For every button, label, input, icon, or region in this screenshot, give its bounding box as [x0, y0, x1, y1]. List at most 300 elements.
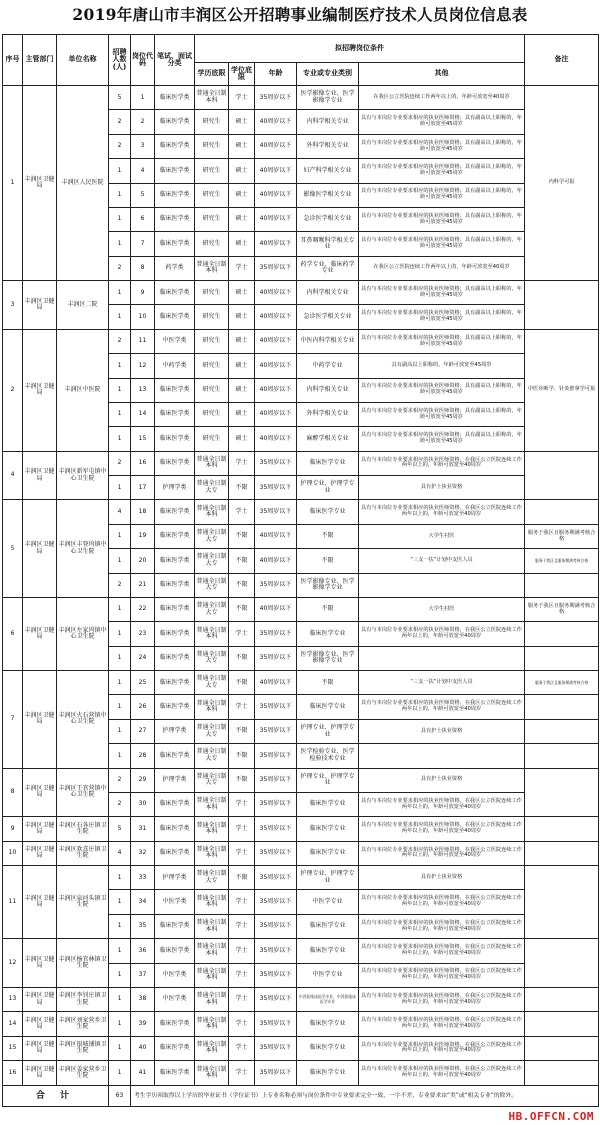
code-cell: 18: [131, 500, 155, 524]
count-cell: 1: [109, 476, 131, 500]
code-cell: 14: [131, 402, 155, 426]
degree-cell: 学士: [229, 1012, 255, 1036]
age-cell: 40周岁以下: [255, 305, 297, 329]
count-cell: 2: [109, 573, 131, 597]
exam-cell: 临床医学类: [155, 549, 195, 573]
code-cell: 1: [131, 86, 155, 110]
other-cell: 具有与本岗位专业要求相应的执业医师资格；具有副高以上职称的，年龄可放宽至45周岁: [359, 134, 525, 158]
other-cell: 具有副高以上职称的，年龄可放宽至45周岁: [359, 354, 525, 378]
exam-cell: 临床医学类: [155, 183, 195, 207]
major-cell: 药学专业、临床药学专业: [297, 256, 359, 280]
edu-cell: 普通全日制本科: [195, 500, 229, 524]
degree-cell: 不限: [229, 549, 255, 573]
edu-cell: 普通全日制大专: [195, 744, 229, 768]
other-cell: 具有与本岗位专业要求相应的执业医师资格；具有副高以上职称的，年龄可放宽至45周岁: [359, 183, 525, 207]
edu-cell: 普通全日制本科: [195, 451, 229, 475]
seq-cell: 8: [3, 768, 23, 817]
remark-cell: 中医诊断学、针灸推拿学可报: [525, 329, 599, 451]
degree-cell: 学士: [229, 914, 255, 938]
remark-cell: [525, 744, 599, 768]
dept-cell: 丰润区卫健局: [23, 500, 57, 598]
table-row: [3, 1036, 599, 1060]
other-cell: 在我区公立医院连续工作两年以上的，年龄可放宽至40周岁: [359, 256, 525, 280]
code-cell: 40: [131, 1036, 155, 1060]
code-cell: 37: [131, 963, 155, 987]
age-cell: 35周岁以下: [255, 500, 297, 524]
unit-cell: 丰润区石各庄镇卫生院: [57, 817, 109, 841]
degree-cell: 学士: [229, 695, 255, 719]
major-cell: 中医学专业: [297, 963, 359, 987]
seq-cell: 6: [3, 597, 23, 670]
edu-cell: 普通全日制本科: [195, 890, 229, 914]
edu-cell: 普通全日制大专: [195, 866, 229, 890]
major-cell: 临床医学专业: [297, 500, 359, 524]
other-cell: 具有与本岗位专业要求相应的执业医师资格，在我区公立医院连续工作两年以上的，年龄可放宽至40周岁: [359, 939, 525, 963]
count-cell: 1: [109, 671, 131, 695]
remark-cell: [525, 622, 599, 646]
other-cell: 具有与本岗位专业要求相应的执业医师资格；具有副高以上职称的，年龄可放宽至45周岁: [359, 378, 525, 402]
age-cell: 35周岁以下: [255, 451, 297, 475]
dept-cell: 丰润区卫健局: [23, 817, 57, 841]
other-cell: [359, 744, 525, 768]
degree-cell: 学士: [229, 451, 255, 475]
count-cell: 2: [109, 134, 131, 158]
degree-cell: 硕士: [229, 378, 255, 402]
age-cell: 35周岁以下: [255, 719, 297, 743]
degree-cell: 学士: [229, 817, 255, 841]
major-cell: 临床医学专业: [297, 451, 359, 475]
major-cell: 医学检验专业、医学检验技术专业: [297, 744, 359, 768]
major-cell: 护理专业、护理学专业: [297, 476, 359, 500]
table-row: [3, 817, 599, 841]
code-cell: 27: [131, 719, 155, 743]
unit-cell: 丰润区左家坞镇中心卫生院: [57, 597, 109, 670]
seq-cell: 2: [3, 329, 23, 451]
age-cell: 40周岁以下: [255, 232, 297, 256]
seq-cell: 1: [3, 86, 23, 281]
header-unit: 单位名称: [57, 35, 109, 86]
positions-table: [2, 34, 599, 1107]
other-cell: 具有与本岗位专业要求相应的执业医师资格；具有副高以上职称的，年龄可放宽至45周岁: [359, 281, 525, 305]
degree-cell: 学士: [229, 256, 255, 280]
exam-cell: 护理学类: [155, 768, 195, 792]
code-cell: 38: [131, 987, 155, 1011]
edu-cell: 普通全日制大专: [195, 524, 229, 548]
major-cell: 医学影像专业、医学影像学专业: [297, 573, 359, 597]
other-cell: 具有护士执业资格: [359, 719, 525, 743]
dept-cell: 丰润区卫健局: [23, 841, 57, 865]
edu-cell: 普通全日制大专: [195, 768, 229, 792]
count-cell: 1: [109, 866, 131, 890]
exam-cell: 临床医学类: [155, 427, 195, 451]
unit-cell: 丰润区丰登坞镇中心卫生院: [57, 500, 109, 598]
seq-cell: 5: [3, 500, 23, 598]
footer-note: 考生学历须取得以上学历的毕业证书（学位证书）上专业名称必须与岗位条件中专业要求完全一致，一字不差，专业要求由“类”或“相关专业”的除外。: [131, 1086, 599, 1107]
other-cell: 具有与本岗位专业要求相应的执业医师资格；具有副高以上职称的，年龄可放宽至45周岁: [359, 329, 525, 353]
major-cell: 临床医学专业: [297, 622, 359, 646]
code-cell: 15: [131, 427, 155, 451]
major-cell: 不限: [297, 524, 359, 548]
table-row: [3, 281, 599, 305]
exam-cell: 中医学类: [155, 890, 195, 914]
unit-cell: 丰润区二院: [57, 281, 109, 330]
table-row: [3, 329, 599, 353]
other-cell: 大学生村医: [359, 524, 525, 548]
other-cell: 在我区公立医院连续工作两年以上的，年龄可放宽至40周岁: [359, 86, 525, 110]
edu-cell: 普通全日制本科: [195, 841, 229, 865]
degree-cell: 不限: [229, 573, 255, 597]
code-cell: 6: [131, 207, 155, 231]
edu-cell: 研究生: [195, 354, 229, 378]
age-cell: 35周岁以下: [255, 1036, 297, 1060]
code-cell: 35: [131, 914, 155, 938]
count-cell: 1: [109, 695, 131, 719]
other-cell: 具有与本岗位专业要求相应的执业医师资格；具有副高以上职称的，年龄可放宽至45周岁: [359, 402, 525, 426]
major-cell: 临床医学专业: [297, 841, 359, 865]
major-cell: 医学影像专业、医学影像学专业: [297, 86, 359, 110]
major-cell: 临床医学专业: [297, 1036, 359, 1060]
unit-cell: 丰润区泉河头镇卫生院: [57, 866, 109, 939]
remark-cell: 服务于我区且服务期满考核合格: [525, 597, 599, 621]
count-cell: 4: [109, 500, 131, 524]
age-cell: 35周岁以下: [255, 744, 297, 768]
degree-cell: 学士: [229, 1036, 255, 1060]
exam-cell: 临床医学类: [155, 86, 195, 110]
other-cell: 大学生村医: [359, 597, 525, 621]
other-cell: 具有与本岗位专业要求相应的执业医师资格，在我区公立医院连续工作两年以上的，年龄可放宽至40周岁: [359, 1012, 525, 1036]
other-cell: 具有与本岗位专业要求相应的执业医师资格，在我区公立医院连续工作两年以上的，年龄可放宽至40周岁: [359, 695, 525, 719]
age-cell: 40周岁以下: [255, 524, 297, 548]
edu-cell: 普通全日制本科: [195, 914, 229, 938]
other-cell: “三支一扶”计划中支医人员: [359, 549, 525, 573]
edu-cell: 普通全日制本科: [195, 1012, 229, 1036]
other-cell: 具有与本岗位专业要求相应的执业医师资格，在我区公立医院连续工作两年以上的，年龄可放宽至40周岁: [359, 841, 525, 865]
major-cell: 耳鼻咽喉科学相关专业: [297, 232, 359, 256]
code-cell: 3: [131, 134, 155, 158]
age-cell: 35周岁以下: [255, 476, 297, 500]
unit-cell: 丰润区刘家营乡卫生院: [57, 1012, 109, 1036]
remark-cell: [525, 1012, 599, 1036]
seq-cell: 12: [3, 939, 23, 988]
exam-cell: 临床医学类: [155, 110, 195, 134]
age-cell: 40周岁以下: [255, 329, 297, 353]
degree-cell: 学士: [229, 963, 255, 987]
edu-cell: 研究生: [195, 305, 229, 329]
major-cell: 护理专业、护理学专业: [297, 866, 359, 890]
degree-cell: 不限: [229, 768, 255, 792]
count-cell: 1: [109, 744, 131, 768]
age-cell: 40周岁以下: [255, 354, 297, 378]
exam-cell: 临床医学类: [155, 378, 195, 402]
major-cell: 麻醉学相关专业: [297, 427, 359, 451]
exam-cell: 临床医学类: [155, 1061, 195, 1086]
seq-cell: 16: [3, 1061, 23, 1086]
degree-cell: 不限: [229, 866, 255, 890]
edu-cell: 研究生: [195, 232, 229, 256]
major-cell: 临床医学专业: [297, 817, 359, 841]
edu-cell: 普通全日制大专: [195, 597, 229, 621]
dept-cell: 丰润区卫健局: [23, 1061, 57, 1086]
header-major: 专业或专业类别: [297, 63, 359, 86]
degree-cell: 硕士: [229, 110, 255, 134]
remark-cell: [525, 987, 599, 1011]
remark-cell: [525, 841, 599, 865]
remark-cell: 服务于我区且服务期满考核合格: [525, 524, 599, 548]
age-cell: 40周岁以下: [255, 207, 297, 231]
edu-cell: 普通全日制本科: [195, 792, 229, 816]
degree-cell: 不限: [229, 597, 255, 621]
seq-cell: 11: [3, 866, 23, 939]
table-row: [3, 866, 599, 890]
count-cell: 1: [109, 354, 131, 378]
age-cell: 35周岁以下: [255, 841, 297, 865]
age-cell: 40周岁以下: [255, 159, 297, 183]
unit-cell: 丰润区姜家营乡卫生院: [57, 1061, 109, 1086]
exam-cell: 临床医学类: [155, 597, 195, 621]
exam-cell: 临床医学类: [155, 744, 195, 768]
degree-cell: 不限: [229, 646, 255, 670]
count-cell: 5: [109, 817, 131, 841]
unit-cell: 丰润区中医院: [57, 329, 109, 451]
count-cell: 1: [109, 939, 131, 963]
exam-cell: 临床医学类: [155, 914, 195, 938]
major-cell: 临床医学专业: [297, 695, 359, 719]
remark-cell: [525, 1061, 599, 1086]
remark-cell: 内科学可报: [525, 86, 599, 281]
edu-cell: 普通全日制本科: [195, 622, 229, 646]
dept-cell: 丰润区卫健局: [23, 451, 57, 500]
edu-cell: 研究生: [195, 207, 229, 231]
edu-cell: 普通全日制本科: [195, 987, 229, 1011]
unit-cell: 丰润区李钊庄镇卫生院: [57, 987, 109, 1011]
remark-cell: [525, 817, 599, 841]
major-cell: 临床医学专业: [297, 1061, 359, 1086]
count-cell: 1: [109, 622, 131, 646]
major-cell: 临床医学专业: [297, 939, 359, 963]
code-cell: 33: [131, 866, 155, 890]
exam-cell: 临床医学类: [155, 207, 195, 231]
major-cell: 护理专业、护理学专业: [297, 768, 359, 792]
dept-cell: 丰润区卫健局: [23, 987, 57, 1011]
age-cell: 35周岁以下: [255, 622, 297, 646]
exam-cell: 临床医学类: [155, 500, 195, 524]
edu-cell: 普通全日制本科: [195, 695, 229, 719]
age-cell: 35周岁以下: [255, 1012, 297, 1036]
age-cell: 35周岁以下: [255, 817, 297, 841]
other-cell: 具有与本岗位专业要求相应的执业医师资格，在我区公立医院连续工作两年以上的，年龄可放宽至40周岁: [359, 914, 525, 938]
code-cell: 19: [131, 524, 155, 548]
table-row: [3, 597, 599, 621]
exam-cell: 临床医学类: [155, 134, 195, 158]
major-cell: 内科学相关专业: [297, 378, 359, 402]
remark-cell: [525, 719, 599, 743]
major-cell: 临床医学专业: [297, 792, 359, 816]
count-cell: 1: [109, 963, 131, 987]
age-cell: 35周岁以下: [255, 768, 297, 792]
count-cell: 1: [109, 597, 131, 621]
count-cell: 1: [109, 549, 131, 573]
remark-cell: [525, 939, 599, 988]
code-cell: 2: [131, 110, 155, 134]
header-exam: 笔试、面试分类: [155, 35, 195, 86]
header-row: [3, 35, 599, 63]
edu-cell: 研究生: [195, 281, 229, 305]
exam-cell: 临床医学类: [155, 646, 195, 670]
count-cell: 1: [109, 646, 131, 670]
exam-cell: 护理学类: [155, 866, 195, 890]
count-cell: 2: [109, 256, 131, 280]
other-cell: [359, 573, 525, 597]
remark-cell: [525, 500, 599, 524]
dept-cell: 丰润区卫健局: [23, 671, 57, 769]
other-cell: 具有护士执业资格: [359, 768, 525, 792]
header-num: 招聘人数(人): [109, 35, 131, 86]
degree-cell: 不限: [229, 671, 255, 695]
code-cell: 13: [131, 378, 155, 402]
degree-cell: 硕士: [229, 207, 255, 231]
degree-cell: 硕士: [229, 354, 255, 378]
watermark-text: HB.OFFCN.COM: [508, 1110, 594, 1123]
table-row: [3, 86, 599, 110]
seq-cell: 15: [3, 1036, 23, 1060]
count-cell: 1: [109, 305, 131, 329]
major-cell: 急诊医学相关专业: [297, 305, 359, 329]
seq-cell: 7: [3, 671, 23, 769]
table-row: [3, 987, 599, 1011]
age-cell: 35周岁以下: [255, 256, 297, 280]
other-cell: “三支一扶”计划中支医人员: [359, 671, 525, 695]
major-cell: 临床医学专业: [297, 914, 359, 938]
exam-cell: 中医学类: [155, 963, 195, 987]
other-cell: 具有与本岗位专业要求相应的执业医师资格，在我区公立医院连续工作两年以上的，年龄可放宽至40周岁: [359, 963, 525, 987]
major-cell: 中药学专业: [297, 354, 359, 378]
major-cell: 护理专业、护理学专业: [297, 719, 359, 743]
exam-cell: 中药学类: [155, 354, 195, 378]
exam-cell: 临床医学类: [155, 671, 195, 695]
count-cell: 1: [109, 281, 131, 305]
exam-cell: 临床医学类: [155, 1036, 195, 1060]
remark-cell: [525, 866, 599, 939]
major-cell: 中西医临床医学专业、中西医临床医学专业: [297, 987, 359, 1011]
dept-cell: 丰润区卫健局: [23, 866, 57, 939]
header-seq: 序号: [3, 35, 23, 86]
code-cell: 28: [131, 744, 155, 768]
unit-cell: 丰润区火石营镇中心卫生院: [57, 671, 109, 769]
exam-cell: 中医学类: [155, 329, 195, 353]
count-cell: 1: [109, 1061, 131, 1086]
degree-cell: 不限: [229, 719, 255, 743]
degree-cell: 学士: [229, 890, 255, 914]
major-cell: 外科学相关专业: [297, 402, 359, 426]
remark-cell: [525, 573, 599, 597]
exam-cell: 临床医学类: [155, 159, 195, 183]
count-cell: 4: [109, 841, 131, 865]
exam-cell: 临床医学类: [155, 939, 195, 963]
degree-cell: 学士: [229, 500, 255, 524]
remark-cell: [525, 768, 599, 817]
dept-cell: 丰润区卫健局: [23, 1012, 57, 1036]
edu-cell: 研究生: [195, 427, 229, 451]
major-cell: 临床医学专业: [297, 1012, 359, 1036]
other-cell: 具有护士执业资格: [359, 476, 525, 500]
code-cell: 7: [131, 232, 155, 256]
code-cell: 17: [131, 476, 155, 500]
exam-cell: 临床医学类: [155, 622, 195, 646]
edu-cell: 普通全日制本科: [195, 1036, 229, 1060]
age-cell: 35周岁以下: [255, 866, 297, 890]
table-row: [3, 451, 599, 475]
age-cell: 35周岁以下: [255, 792, 297, 816]
code-cell: 21: [131, 573, 155, 597]
edu-cell: 普通全日制本科: [195, 963, 229, 987]
exam-cell: 临床医学类: [155, 817, 195, 841]
edu-cell: 研究生: [195, 110, 229, 134]
degree-cell: 硕士: [229, 159, 255, 183]
remark-cell: 服务于我区且服务期满考核合格: [525, 671, 599, 695]
remark-cell: 服务于我区且服务期满考核合格: [525, 549, 599, 573]
count-cell: 1: [109, 402, 131, 426]
header-code: 岗位代码: [131, 35, 155, 86]
dept-cell: 丰润区卫健局: [23, 1036, 57, 1060]
remark-cell: [525, 451, 599, 500]
exam-cell: 临床医学类: [155, 232, 195, 256]
code-cell: 25: [131, 671, 155, 695]
age-cell: 40周岁以下: [255, 378, 297, 402]
degree-cell: 硕士: [229, 232, 255, 256]
age-cell: 35周岁以下: [255, 890, 297, 914]
edu-cell: 普通全日制大专: [195, 549, 229, 573]
edu-cell: 研究生: [195, 134, 229, 158]
other-cell: 具有与本岗位专业要求相应的执业医师资格，在我区公立医院连续工作两年以上的，年龄可放宽至40周岁: [359, 1061, 525, 1086]
major-cell: 急诊医学相关专业: [297, 207, 359, 231]
code-cell: 41: [131, 1061, 155, 1086]
degree-cell: 硕士: [229, 329, 255, 353]
code-cell: 11: [131, 329, 155, 353]
degree-cell: 学士: [229, 86, 255, 110]
code-cell: 4: [131, 159, 155, 183]
exam-cell: 临床医学类: [155, 524, 195, 548]
dept-cell: 丰润区卫健局: [23, 597, 57, 670]
other-cell: 具有与本岗位专业要求相应的执业医师资格，在我区公立医院连续工作两年以上的，年龄可放宽至40周岁: [359, 451, 525, 475]
edu-cell: 普通全日制大专: [195, 646, 229, 670]
age-cell: 35周岁以下: [255, 963, 297, 987]
exam-cell: 临床医学类: [155, 792, 195, 816]
code-cell: 23: [131, 622, 155, 646]
code-cell: 16: [131, 451, 155, 475]
age-cell: 35周岁以下: [255, 695, 297, 719]
other-cell: 具有与本岗位专业要求相应的执业医师资格；具有副高以上职称的，年龄可放宽至45周岁: [359, 427, 525, 451]
degree-cell: 学士: [229, 622, 255, 646]
remark-cell: [525, 646, 599, 670]
code-cell: 8: [131, 256, 155, 280]
count-cell: 1: [109, 524, 131, 548]
degree-cell: 学士: [229, 987, 255, 1011]
edu-cell: 研究生: [195, 329, 229, 353]
dept-cell: 丰润区卫健局: [23, 86, 57, 281]
table-row: [3, 1061, 599, 1086]
other-cell: 具有护士执业资格: [359, 866, 525, 890]
code-cell: 10: [131, 305, 155, 329]
dept-cell: 丰润区卫健局: [23, 939, 57, 988]
age-cell: 35周岁以下: [255, 86, 297, 110]
degree-cell: 硕士: [229, 427, 255, 451]
major-cell: 妇产科学相关专业: [297, 159, 359, 183]
exam-cell: 护理学类: [155, 476, 195, 500]
header-other: 其他: [359, 63, 525, 86]
degree-cell: 不限: [229, 744, 255, 768]
other-cell: 具有与本岗位专业要求相应的执业医师资格，在我区公立医院连续工作两年以上的，年龄可放宽至40周岁: [359, 500, 525, 524]
degree-cell: 硕士: [229, 281, 255, 305]
